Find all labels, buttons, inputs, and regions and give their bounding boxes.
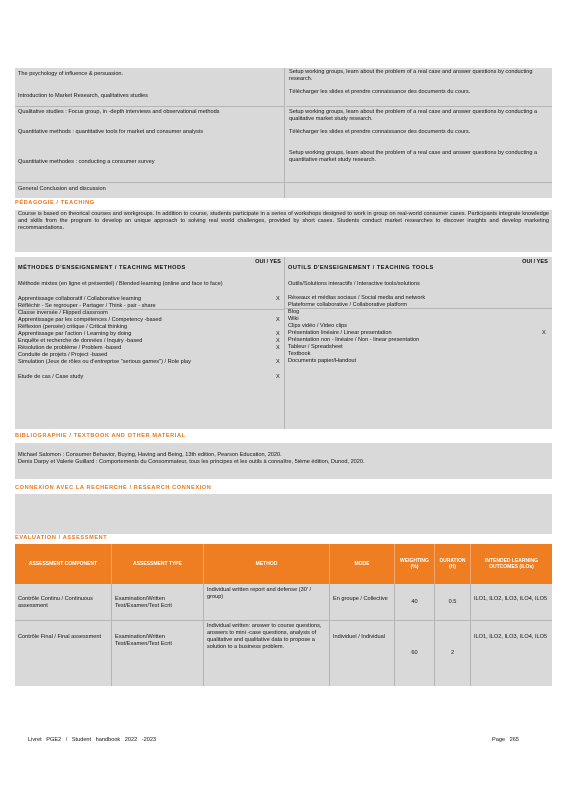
evaluation-cell-component: Contrôle Continu / Continuous assessment <box>15 584 112 620</box>
method-row <box>18 317 253 324</box>
course-outline-table <box>15 68 552 198</box>
method-label: Réfléchir - Se regrouper - Partager / Think - pair - share <box>18 303 156 309</box>
tool-label: Documents papier/Handout <box>288 358 357 364</box>
tool-row <box>288 330 538 337</box>
method-label: Apprentissage par les compétences / Competency -based <box>18 317 162 323</box>
pedagogy-title: PÉDAGOGIE / TEACHING <box>15 200 95 206</box>
evaluation-cell-method: Individual written report and defense (30' / group) <box>204 584 330 620</box>
activity-item: Setup working groups, learn about the problem of a real case and answer questions by conducting a qualitative market study research. <box>289 109 538 122</box>
footer-page-number: Page 265 <box>492 737 519 743</box>
evaluation-cell-ilos: ILO1, ILO2, ILO3, ILO4, ILO5 <box>474 596 548 602</box>
evaluation-title: EVALUATION / ASSESSMENT <box>15 535 108 541</box>
outline-item: The psychology of influence & persuasion. <box>18 71 124 77</box>
evaluation-column-header: MODE <box>330 544 395 584</box>
method-row <box>18 374 253 381</box>
evaluation-column-header: METHOD <box>204 544 330 584</box>
outline-right-column <box>286 68 552 182</box>
tool-label: Outils/Solutions interactifs / Interactive tools/solutions <box>288 281 420 287</box>
method-label: Méthode mixtes (en ligne et présentiel) / Blended learning (online and face to face) <box>18 281 223 287</box>
method-label: Conduite de projets / Project -based <box>18 352 108 358</box>
method-label: Résolution de problème / Problem -based <box>18 345 122 351</box>
method-label: Apprentissage collaboratif / Collaborative learning <box>18 296 142 302</box>
tool-label: Réseaux et médias sociaux / Social media and network <box>288 295 426 301</box>
tool-row <box>288 316 538 323</box>
tools-header: OUTILS D'ENSEIGNEMENT / TEACHING TOOLS <box>288 265 434 271</box>
evaluation-body <box>15 584 552 686</box>
evaluation-cell-component: Contrôle Final / Final assessment <box>15 620 112 686</box>
tool-row <box>288 337 538 344</box>
method-yes-mark: X <box>276 338 280 344</box>
method-yes-mark: X <box>276 296 280 302</box>
evaluation-cell-method: Individual written: answer to course questions, answers to mini -case questions, analysis of qualitative and qualitative data to propose a solution to a business problem. <box>204 620 330 686</box>
tools-yes-header: OUI / YES <box>522 259 548 265</box>
evaluation-column-header: DURATION (H) <box>435 544 471 584</box>
method-yes-mark: X <box>276 317 280 323</box>
method-row <box>18 281 253 288</box>
pedagogy-text: Course is based on theorical courses and workgroups. In addition to course, students participate in a series of workshops designed to work in group on real-world consumer cases. Participants integrate knowledge and skills from the program to develop an unique approach to solving real world challenges, provided by short cases. Students conduct market researches to discover insights and develop marketing recommandations. <box>15 210 552 252</box>
activity-item: Télécharger les slides et prendre connaissance des documents du cours. <box>289 129 471 135</box>
tool-row <box>288 344 538 351</box>
method-row <box>18 338 253 345</box>
tool-label: Présentation linéaire / Linear presentation <box>288 330 392 336</box>
evaluation-table <box>15 544 552 686</box>
outline-left-column <box>15 68 285 198</box>
method-label: Apprentissage par l'action / Learning by doing <box>18 331 132 337</box>
method-row <box>18 331 253 338</box>
evaluation-cell-duration: 0.5 <box>435 584 471 620</box>
method-label: Etude de cas / Case study <box>18 374 84 380</box>
method-row <box>18 359 253 366</box>
tool-label: Textbook <box>288 351 311 357</box>
evaluation-column-header: INTENDED LEARNING OUTCOMES (ILOs) <box>471 544 552 584</box>
evaluation-cell-type: Examination/Written Test/Examen/Test Ecrit <box>112 620 204 686</box>
connexion-box <box>15 494 552 534</box>
method-row <box>18 352 253 359</box>
tool-row <box>288 309 538 316</box>
outline-item: Introduction to Market Research, qualitatives studies <box>18 93 148 99</box>
method-yes-mark: X <box>276 374 280 380</box>
evaluation-cell-weight: 60 <box>395 620 435 686</box>
evaluation-cell-weight: 40 <box>395 584 435 620</box>
evaluation-cell-mode: En groupe / Collective <box>330 584 395 620</box>
method-label: Simulation (Jeux de rôles ou d'entreprise "serious games") / Role play <box>18 359 191 365</box>
evaluation-cell-ilos: ILO1, ILO2, ILO3, ILO4, ILO5 <box>474 634 548 640</box>
tool-label: Présentation non - linéaire / Non - linear presentation <box>288 337 420 343</box>
method-label: Réflexion (pensée) critique / Critical thinking <box>18 324 128 330</box>
tool-row <box>288 295 538 302</box>
outline-item: General Conclusion and discussion <box>18 186 106 192</box>
connexion-title: CONNEXION AVEC LA RECHERCHE / RESEARCH CONNEXION <box>15 485 212 491</box>
tool-yes-mark: X <box>542 330 546 336</box>
activity-item: Télécharger les slides et prendre connaissance des documents du cours. <box>289 89 471 95</box>
activity-item: Setup working groups, learn about the problem of a real case and answer questions by conducting research. <box>289 69 533 82</box>
method-yes-mark: X <box>276 331 280 337</box>
method-row <box>18 324 253 331</box>
tool-label: Tableur / Spreadsheet <box>288 344 343 350</box>
tool-row <box>288 351 538 358</box>
method-row <box>18 345 253 352</box>
method-yes-mark: X <box>276 345 280 351</box>
evaluation-column-header: ASSESSMENT COMPONENT <box>15 544 112 584</box>
methods-yes-header: OUI / YES <box>255 259 281 265</box>
evaluation-cell-type: Examination/Written Test/Examen/Test Ecrit <box>112 584 204 620</box>
tool-label: Wiki <box>288 316 299 322</box>
evaluation-column-header: WEIGHTING (%) <box>395 544 435 584</box>
bibliography-box <box>15 443 552 479</box>
method-label: Enquête et recherche de données / Inquiry -based <box>18 338 143 344</box>
evaluation-column-header: ASSESSMENT TYPE <box>112 544 204 584</box>
evaluation-cell-mode: Individuel / Individual <box>330 620 395 686</box>
tool-label: Blog <box>288 309 300 315</box>
tool-label: Clips vidéo / Video clips <box>288 323 347 329</box>
tool-row <box>288 281 538 288</box>
outline-item: Quantitative methodes : conducting a consumer survey <box>18 159 155 165</box>
method-yes-mark: X <box>276 359 280 365</box>
methods-header: MÉTHODES D'ENSEIGNEMENT / TEACHING METHODS <box>18 265 186 271</box>
bibliography-ref: Michael Salomon : Consumer Behavior, Buying, Having and Being, 13th edition, Pearson Education, 2020. <box>18 452 282 458</box>
tool-label: Plateforme collaborative / Collaborative platform <box>288 302 408 308</box>
method-label: Classe inversée / Flipped classroom <box>18 310 108 316</box>
activity-item: Setup working groups, learn about the problem of a real case and answer questions by conducting a quantitative market study research. <box>289 150 538 163</box>
bibliography-title: BIBLIOGRAPHIE / TEXTBOOK AND OTHER MATERIAL <box>15 433 186 439</box>
evaluation-cell-duration: 2 <box>435 620 471 686</box>
method-row <box>18 310 253 317</box>
methods-tools-block <box>15 257 552 429</box>
method-row <box>18 296 253 303</box>
outline-item: Quantitative methods : quantitative tools for market and consumer analysis <box>18 129 203 135</box>
evaluation-header-row <box>15 544 552 584</box>
tool-row <box>288 323 538 330</box>
tool-row <box>288 358 538 365</box>
outline-item: Qualitative studies : Focus group, in -depth interviews and observational methods <box>18 109 220 115</box>
footer-handbook: Livret PGE2 / Student handbook 2022 -2023 <box>28 737 157 743</box>
bibliography-ref: Denis Darpy et Valerie Guillard : Comportements du Consommateur, tous les principes et les outils à connaître, 5ième édition, Dunod, 2020. <box>18 458 365 465</box>
